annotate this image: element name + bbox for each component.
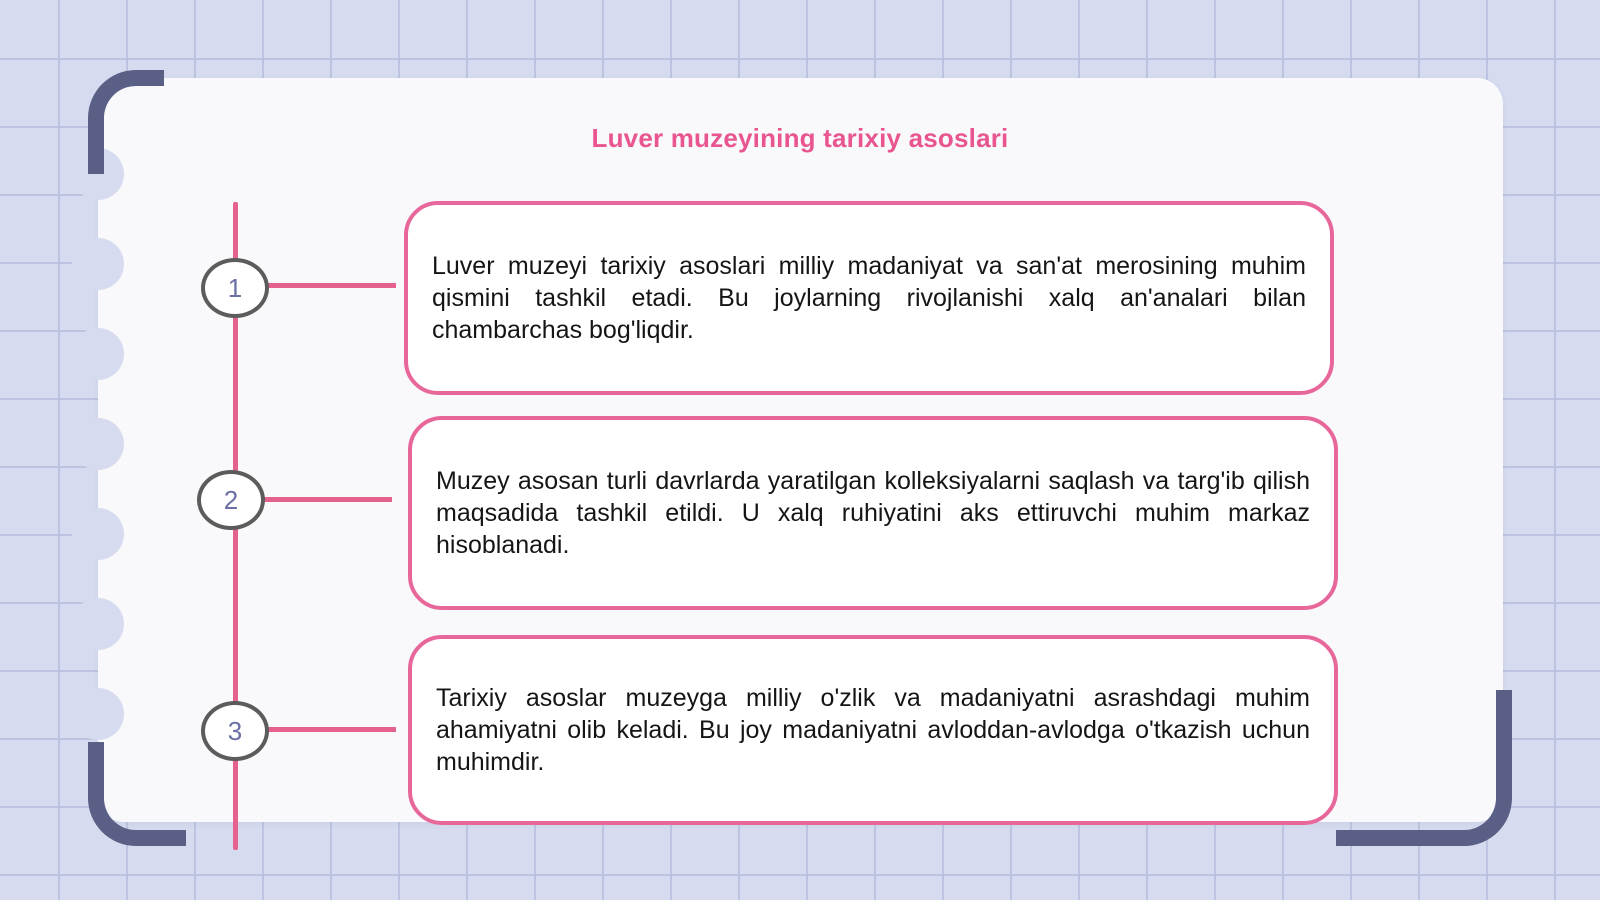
paper-notch (72, 238, 124, 290)
paper-notch (72, 508, 124, 560)
paper-notch (72, 418, 124, 470)
timeline-card-1 (404, 201, 1334, 395)
timeline-card-3 (408, 635, 1338, 825)
step-number-2: 2 (197, 470, 265, 530)
timeline-card-2 (408, 416, 1338, 610)
step-number-3: 3 (201, 701, 269, 761)
timeline-card-text: Muzey asosan turli davrlarda yaratilgan kolleksiyalarni saqlash va targ'ib qilish maqsadida tashkil etildi. U xalq ruhiyatini aks ettiruvchi muhim markaz hisoblanadi. (436, 467, 1310, 559)
frame-corner-bottom-right (1336, 690, 1512, 846)
timeline-card-text: Tarixiy asoslar muzeyga milliy o'zlik va madaniyatni asrashdagi muhim ahamiyatni olib keladi. Bu joy madaniyatni avloddan-avlodga o'tkazish uchun muhimdir. (436, 684, 1310, 776)
frame-corner-bottom-left (88, 742, 186, 846)
frame-corner-top-left (88, 70, 164, 174)
paper-notch (72, 328, 124, 380)
paper-notch (72, 688, 124, 740)
timeline-card-text: Luver muzeyi tarixiy asoslari milliy madaniyat va san'at merosining muhim qismini tashkil etadi. Bu joylarning rivojlanishi xalq an'analari bilan chambarchas bog'liqdir. (432, 252, 1306, 344)
timeline-connector (262, 497, 392, 502)
step-number-1: 1 (201, 258, 269, 318)
slide-title: Luver muzeyining tarixiy asoslari (591, 123, 1009, 153)
timeline-connector (266, 283, 396, 288)
paper-notch (72, 598, 124, 650)
timeline-connector (266, 727, 396, 732)
